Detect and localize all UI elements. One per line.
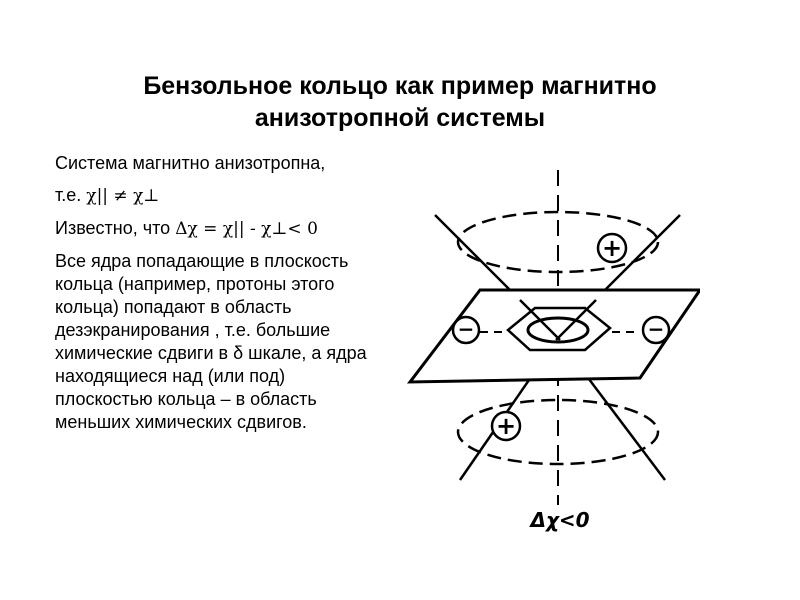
- paragraph-deshielding: Все ядра попадающие в плоскость кольца (например, протоны этого кольца) попадают в область дезэкранирования , т.е. большие химические сдвиги в δ шкале, а ядра находящиеся над (или под) плоскостью кольца – в область меньших химических сдвигов.: [55, 251, 367, 432]
- title-line-1: Бензольное кольцо как пример магнитно: [143, 72, 657, 100]
- delta-chi-prefix: Известно, что: [55, 218, 176, 238]
- plus-bottom-sign: +: [495, 412, 517, 440]
- figure-caption: Δχ<0: [530, 508, 590, 532]
- benzene-anisotropy-figure: [400, 160, 700, 560]
- plus-top-sign: +: [601, 234, 623, 262]
- minus-right-sign: −: [647, 317, 665, 341]
- chi-inequality-formula: χ|| ≠ χ⊥: [86, 186, 160, 206]
- paragraph-chi-inequality: [55, 184, 375, 208]
- anisotropy-cone-diagram: [400, 160, 700, 560]
- delta-chi-formula: Δχ = χ|| - χ⊥< 0: [175, 219, 318, 239]
- slide-title: [40, 70, 760, 134]
- description-text: [55, 152, 375, 443]
- paragraph-anisotropic: Система магнитно анизотропна,: [55, 153, 326, 173]
- chi-inequality-prefix: т.е.: [55, 185, 87, 205]
- title-line-2: анизотропной системы: [254, 104, 546, 132]
- minus-left-sign: −: [457, 317, 475, 341]
- paragraph-delta-chi: [55, 217, 375, 241]
